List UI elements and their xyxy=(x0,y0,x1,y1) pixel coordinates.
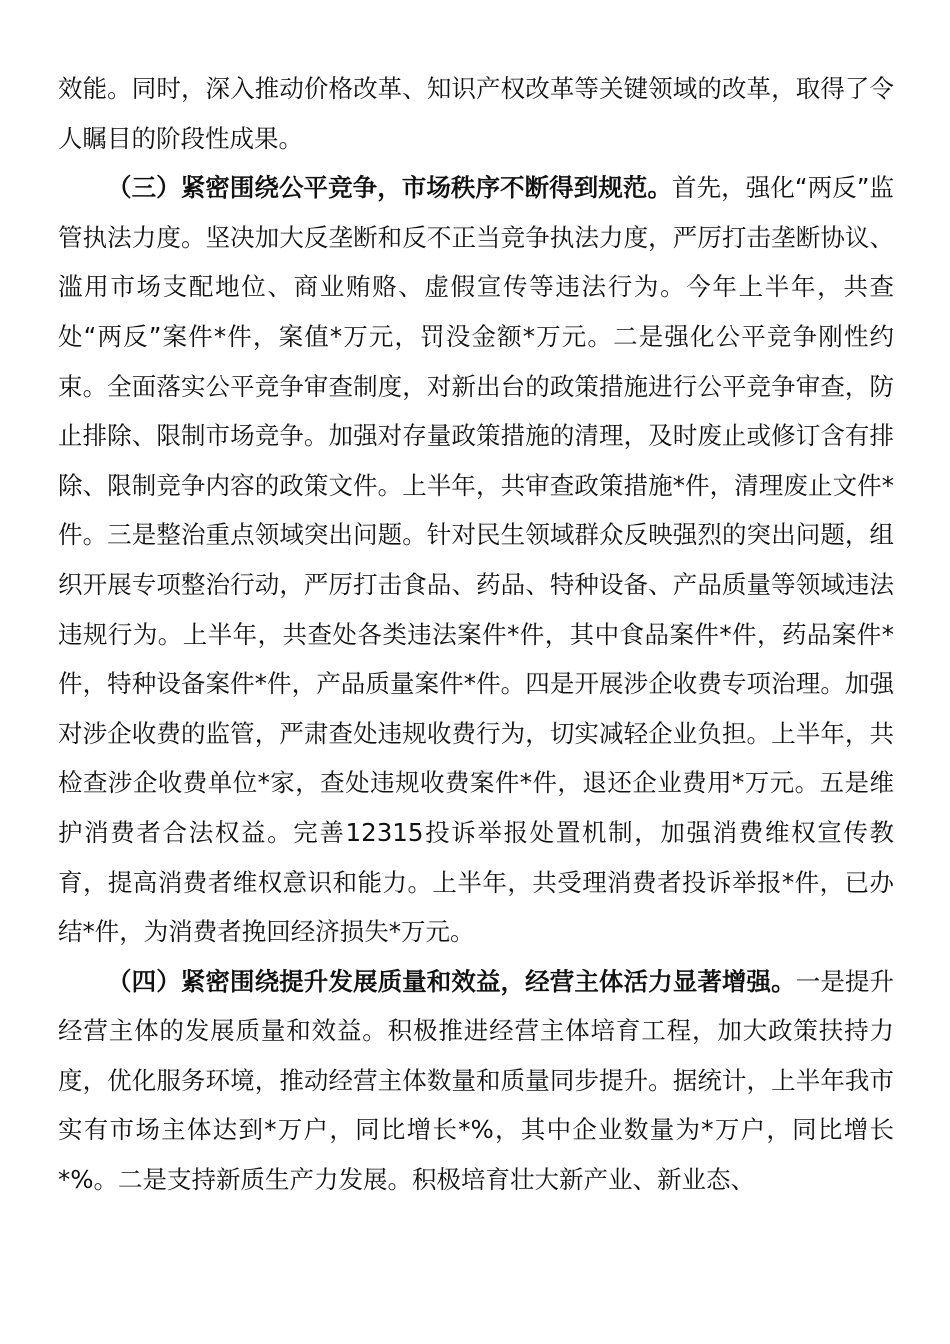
section-3-heading: （三）紧密围绕公平竞争，市场秩序不断得到规范。 xyxy=(107,173,673,203)
section-4-heading: （四）紧密围绕提升发展质量和效益，经营主体活力显著增强。 xyxy=(107,966,796,996)
section-4-body: 一是提升经营主体的发展质量和效益。积极推进经营主体培育工程，加大政策扶持力度，优化服务环境，推动经营主体数量和质量同步提升。据统计，上半年我市实有市场主体达到*万户，同比增长*%，其中企业数量为*万户，同比增长*%。二是支持新质生产力发展。积极培育壮大新产业、新业态、 xyxy=(58,966,895,1195)
section-3-body: 首先，强化“两反”监管执法力度。坚决加大反垄断和反不正当竞争执法力度，严厉打击垄断协议、滥用市场支配地位、商业贿赂、虚假宣传等违法行为。今年上半年，共查处“两反”案件*件，案值*万元，罚没金额*万元。二是强化公平竞争刚性约束。全面落实公平竞争审查制度，对新出台的政策措施进行公平竞争审查，防止排除、限制市场竞争。加强对存量政策措施的清理，及时废止或修订含有排除、限制竞争内容的政策文件。上半年，共审查政策措施*件，清理废止文件*件。三是整治重点领域突出问题。针对民生领域群众反映强烈的突出问题，组织开展专项整治行动，严厉打击食品、药品、特种设备、产品质量等领域违法违规行为。上半年，共查处各类违法案件*件，其中食品案件*件，药品案件*件，特种设备案件*件，产品质量案件*件。四是开展涉企收费专项治理。加强对涉企收费的监管，严肃查处违规收费行为，切实减轻企业负担。上半年，共检查涉企收费单位*家，查处违规收费案件*件，退还企业费用*万元。五是维护消费者合法权益。完善12315投诉举报处置机制，加强消费维权宣传教育，提高消费者维权意识和能力。上半年，共受理消费者投诉举报*件，已办结*件，为消费者挽回经济损失*万元。 xyxy=(58,173,894,947)
paragraph-continuation: 效能。同时，深入推动价格改革、知识产权改革等关键领域的改革，取得了令人瞩目的阶段性成果。 xyxy=(58,74,894,153)
section-3-paragraph xyxy=(58,163,894,957)
document-page xyxy=(58,64,894,1205)
section-4-paragraph xyxy=(58,957,894,1205)
